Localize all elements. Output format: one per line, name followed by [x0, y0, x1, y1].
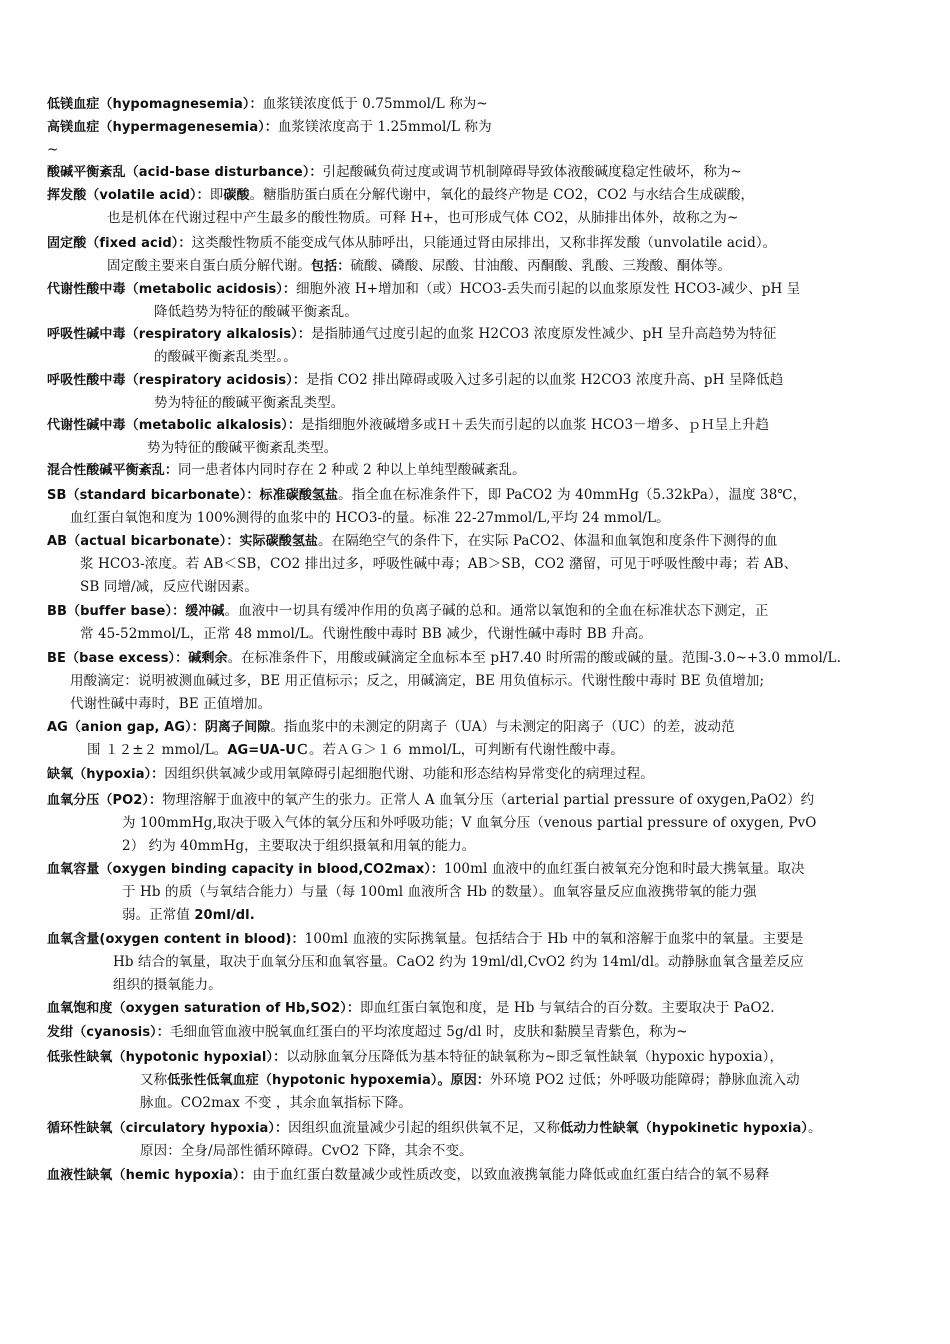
- term-label: 血氧饱和度（oxygen saturation of Hb,SO2）：: [47, 1001, 360, 1016]
- entry-continuation-line: [47, 346, 917, 369]
- entry-first-line: [47, 858, 917, 881]
- definition-text: 毛细血管血液中脱氧血红蛋白的平均浓度超过 5g/dl 时，皮肤和黏膜呈青紫色，称为~: [169, 1024, 688, 1040]
- term-label: BE（base excess）：: [47, 651, 189, 666]
- term-label: 低张性缺氧（hypotonic hypoxial）：: [47, 1050, 287, 1065]
- term-label: 高镁血症（hypermagenesemia）：: [47, 120, 278, 135]
- term-entry-oxygen-content: [47, 928, 917, 997]
- definition-text: 以动脉血氧分压降低为基本特征的缺氧称为~即乏氧性缺氧（hypoxic hypoxia），: [286, 1049, 784, 1065]
- term-entry-metabolic-alkalosis: [47, 414, 917, 460]
- entry-first-line: [47, 414, 917, 437]
- definition-text: 细胞外液 H+增加和（或）HCO3-丢失而引起的以血浆原发性 HCO3-减少、pH 呈: [296, 281, 801, 297]
- term-label: 缺氧（hypoxia）：: [47, 767, 165, 782]
- term-label: 固定酸（fixed acid）：: [47, 236, 192, 251]
- term-label: 包括：: [311, 259, 351, 274]
- entry-first-line: [47, 716, 917, 739]
- entry-first-line: [47, 600, 917, 623]
- definition-text: 常 45-52mmol/L，正常 48 mmol/L。代谢性酸中毒时 BB 减少，代谢性碱中毒时 BB 升高。: [80, 626, 652, 642]
- definition-text: 组织的摄氧能力。: [113, 977, 222, 993]
- entry-first-line: [47, 161, 917, 184]
- definition-text: 硫酸、磷酸、尿酸、甘油酸、丙酮酸、乳酸、三羧酸、酮体等。: [350, 258, 732, 274]
- definition-text: 是指肺通气过度引起的血浆 H2CO3 浓度原发性减少、pH 呈升高趋势为特征: [310, 326, 777, 342]
- term-label: 缓冲碱: [185, 604, 225, 619]
- definition-text: 这类酸性物质不能变成气体从肺呼出，只能通过肾由尿排出，又称非挥发酸（unvolatile acid）。: [191, 235, 777, 251]
- entry-first-line: [47, 484, 917, 507]
- term-entry-acid-base-disturbance: [47, 161, 917, 184]
- entry-first-line: [47, 530, 917, 553]
- term-entry-so2: [47, 997, 917, 1020]
- entry-first-line: [47, 1117, 917, 1140]
- entry-continuation-line: [47, 974, 917, 997]
- entry-first-line: [47, 278, 917, 301]
- entry-first-line: [47, 789, 917, 812]
- definition-text: 同一患者体内同时存在 2 种或 2 种以上单纯型酸碱紊乱。: [178, 462, 526, 478]
- definition-text: 为 100mmHg,取决于吸入气体的氧分压和外呼吸功能；V 血氧分压（venous partial pressure of oxygen, PvO: [122, 815, 817, 831]
- term-entry-po2: [47, 789, 917, 858]
- term-label: 呼吸性碱中毒（respiratory alkalosis）：: [47, 327, 311, 342]
- entry-continuation-line: [47, 670, 917, 693]
- term-label: 低动力性缺氧（hypokinetic hypoxia）: [560, 1121, 808, 1136]
- entry-continuation-line: [47, 437, 917, 460]
- entry-continuation-line: [47, 553, 917, 576]
- entry-continuation-line: [47, 255, 917, 278]
- term-label: 低张性低氧血症（hypotonic hypoxemia）。原因：: [167, 1073, 490, 1088]
- entry-continuation-line: [47, 139, 917, 162]
- definition-text: 。血液中一切具有缓冲作用的负离子碱的总和。通常以氧饱和的全血在标准状态下测定，正: [224, 603, 769, 619]
- term-entry-hypotonic-hypoxia: [47, 1046, 917, 1115]
- definition-text: ~: [47, 142, 59, 158]
- term-label: SB（standard bicarbonate）：: [47, 488, 260, 503]
- entry-first-line: [47, 93, 917, 116]
- term-entry-metabolic-acidosis: [47, 278, 917, 324]
- entry-continuation-line: [47, 951, 917, 974]
- entry-first-line: [47, 1164, 917, 1187]
- definition-text: 也是机体在代谢过程中产生最多的酸性物质。可释 H+，也可形成气体 CO2，从肺排出体外，故称之为~: [107, 210, 739, 226]
- definition-text: 因组织供氧减少或用氧障碍引起细胞代谢、功能和形态结构异常变化的病理过程。: [164, 766, 654, 782]
- definition-text: 原因：全身/局部性循环障碍。CvO2 下降，其余不变。: [140, 1143, 473, 1159]
- term-entry-respiratory-alkalosis: [47, 323, 917, 369]
- entry-first-line: [47, 232, 917, 255]
- term-label: 混合性酸碱平衡紊乱：: [47, 463, 179, 478]
- term-label: 血氧分压（PO2）：: [47, 793, 163, 808]
- definition-text: 外环境 PO2 过低；外呼吸功能障碍；静脉血流入动: [489, 1072, 800, 1088]
- term-label: 阴离子间隙: [204, 720, 271, 735]
- definition-text: 。糖脂肪蛋白质在分解代谢中，氧化的最终产物是 CO2，CO2 与水结合生成碳酸，: [249, 187, 755, 203]
- term-label: 20ml/dl.: [194, 908, 255, 923]
- definition-text: 因组织血流量减少引起的组织供氧不足，又称: [288, 1120, 561, 1136]
- entry-first-line: [47, 647, 917, 670]
- definition-text: 引起酸碱负荷过度或调节机制障碍导致体液酸碱度稳定性破坏，称为~: [322, 164, 742, 180]
- entry-first-line: [47, 1046, 917, 1069]
- term-label: 发绀（cyanosis）：: [47, 1025, 170, 1040]
- definition-text: 代谢性碱中毒时，BE 正值增加。: [70, 696, 272, 712]
- term-label: 代谢性碱中毒（metabolic alkalosis）：: [47, 418, 301, 433]
- entry-first-line: [47, 323, 917, 346]
- term-entry-co2max: [47, 858, 917, 927]
- definition-text: 2） 约为 40mmHg，主要取决于组织摄氧和用氧的能力。: [122, 838, 476, 854]
- definition-text: Hb 结合的氧量，取决于血氧分压和血氧容量。CaO2 约为 19ml/dl,CvO2 约为 14ml/dl。动静脉血氧含量差反应: [113, 954, 804, 970]
- term-label: BB（buffer base）：: [47, 604, 186, 619]
- term-entry-cyanosis: [47, 1021, 917, 1044]
- entry-continuation-line: [47, 576, 917, 599]
- term-entry-respiratory-acidosis: [47, 369, 917, 415]
- definition-text: 脉血。CO2max 不变 ，其余血氧指标下降。: [140, 1095, 412, 1111]
- term-entry-ab: [47, 530, 917, 599]
- term-entry-hypermagenesemia: [47, 116, 917, 162]
- term-entry-ag: [47, 716, 917, 762]
- definition-text: 即血红蛋白氧饱和度，是 Hb 与氧结合的百分数。主要取决于 PaO2.: [359, 1000, 775, 1016]
- definition-text: 降低趋势为特征的酸碱平衡紊乱。: [154, 304, 358, 320]
- definition-text: 又称: [140, 1072, 168, 1088]
- term-label: AB（actual bicarbonate）：: [47, 534, 240, 549]
- definition-text: 血浆镁浓度低于 0.75mmol/L 称为~: [262, 96, 488, 112]
- term-label: 碱剩余: [188, 651, 228, 666]
- entry-first-line: [47, 369, 917, 392]
- definition-text: 。指血浆中的未测定的阴离子（UA）与未测定的阳离子（UC）的差，波动范: [270, 719, 735, 735]
- term-entry-hypoxia: [47, 763, 917, 786]
- definition-text: 。: [807, 1120, 822, 1136]
- entry-continuation-line: [47, 904, 917, 927]
- definition-text: 是指细胞外液碱增多或Ｈ＋丢失而引起的以血浆 HCO3－增多、ｐＨ呈上升趋: [301, 417, 770, 433]
- term-entry-hypomagnesemia: [47, 93, 917, 116]
- definition-text: SB 同增/减，反应代谢因素。: [80, 579, 259, 595]
- definition-text: 势为特征的酸碱平衡紊乱类型。: [154, 395, 345, 411]
- definition-text: 浆 HCO3-浓度。若 AB＜SB，CO2 排出过多，呼吸性碱中毒；AB＞SB，CO2 潴留，可见于呼吸性酸中毒；若 AB、: [80, 556, 798, 572]
- definition-text: 物理溶解于血液中的氧产生的张力。正常人 A 血氧分压（arterial partial pressure of oxygen,PaO2）约: [162, 792, 815, 808]
- term-label: 代谢性酸中毒（metabolic acidosis）：: [47, 282, 297, 297]
- term-label: 循环性缺氧（circulatory hypoxia）：: [47, 1121, 289, 1136]
- term-entry-volatile-acid: [47, 184, 917, 230]
- entry-continuation-line: [47, 881, 917, 904]
- definition-text: 。指全血在标准条件下，即 PaCO2 为 40mmHg（5.32kPa），温度 38℃，: [338, 487, 807, 503]
- definition-text: 弱。正常值: [122, 907, 195, 923]
- entry-continuation-line: [47, 1092, 917, 1115]
- entry-continuation-line: [47, 835, 917, 858]
- definition-text: 于 Hb 的质（与氧结合能力）与量（每 100ml 血液所含 Hb 的数量）。血氧容量反应血液携带氧的能力强: [122, 884, 757, 900]
- definition-text: 势为特征的酸碱平衡紊乱类型。: [147, 440, 338, 456]
- term-entry-sb: [47, 484, 917, 530]
- term-entry-be: [47, 647, 917, 716]
- entry-continuation-line: [47, 1069, 917, 1092]
- entry-first-line: [47, 184, 917, 207]
- term-label: AG=UA-UＣ: [227, 743, 309, 758]
- definition-text: 围 １２±２ mmol/L。: [87, 742, 228, 758]
- term-label: 血氧含量(oxygen content in blood)：: [47, 932, 305, 947]
- entry-continuation-line: [47, 812, 917, 835]
- definition-text: 。在标准条件下，用酸或碱滴定全血标本至 pH7.40 时所需的酸或碱的量。范围-3.0~+3.0 mmol/L.: [227, 650, 841, 666]
- definition-text: 100ml 血液中的血红蛋白被氧充分饱和时最大携氧量。取决: [444, 861, 805, 877]
- term-label: 血液性缺氧（hemic hypoxia）：: [47, 1168, 253, 1183]
- entry-first-line: [47, 459, 917, 482]
- entry-first-line: [47, 928, 917, 951]
- term-label: 血氧容量（oxygen binding capacity in blood,CO2max）：: [47, 862, 445, 877]
- definition-text: 即: [209, 187, 224, 203]
- definition-text: 是指 CO2 排出障碍或吸入过多引起的以血浆 H2CO3 浓度升高、pH 呈降低趋: [305, 372, 784, 388]
- definition-text: 。若ＡＧ＞１６ mmol/L，可判断有代谢性酸中毒。: [308, 742, 624, 758]
- definition-text: 100ml 血液的实际携氧量。包括结合于 Hb 中的氧和溶解于血浆中的氧量。主要是: [304, 931, 804, 947]
- term-label: 标准碳酸氢盐: [259, 488, 339, 503]
- entry-first-line: [47, 1021, 917, 1044]
- definition-text: 固定酸主要来自蛋白质分解代谢。: [107, 258, 311, 274]
- definition-text: 血红蛋白氧饱和度为 100%测得的血浆中的 HCO3-的量。标准 22-27mmol/L,平均 24 mmol/L。: [70, 510, 670, 526]
- definition-text: 。在隔绝空气的条件下，在实际 PaCO2、体温和血氧饱和度条件下测得的血: [318, 533, 778, 549]
- entry-continuation-line: [47, 1140, 917, 1163]
- entry-first-line: [47, 116, 917, 139]
- term-label: 实际碳酸氢盐: [239, 534, 319, 549]
- term-label: 呼吸性酸中毒（respiratory acidosis）：: [47, 373, 306, 388]
- definition-text: 用酸滴定：说明被测血碱过多，BE 用正值标示；反之，用碱滴定，BE 用负值标示。代谢性酸中毒时 BE 负值增加;: [70, 673, 765, 689]
- term-label: 酸碱平衡紊乱（acid-base disturbance）：: [47, 165, 323, 180]
- entry-continuation-line: [47, 207, 917, 230]
- term-entry-fixed-acid: [47, 232, 917, 278]
- term-label: AG（anion gap, AG）：: [47, 720, 205, 735]
- term-label: 挥发酸（volatile acid）：: [47, 188, 210, 203]
- term-entry-bb: [47, 600, 917, 646]
- entry-continuation-line: [47, 739, 917, 762]
- entry-continuation-line: [47, 507, 917, 530]
- entry-continuation-line: [47, 301, 917, 324]
- definition-text: 由于血红蛋白数量减少或性质改变，以致血液携氧能力降低或血红蛋白结合的氧不易释: [252, 1167, 770, 1183]
- term-entry-circulatory-hypoxia: [47, 1117, 917, 1163]
- definition-text: 血浆镁浓度高于 1.25mmol/L 称为: [277, 119, 492, 135]
- entry-first-line: [47, 763, 917, 786]
- term-label: 碳酸: [223, 188, 250, 203]
- entry-continuation-line: [47, 693, 917, 716]
- entry-continuation-line: [47, 623, 917, 646]
- entry-continuation-line: [47, 392, 917, 415]
- entry-first-line: [47, 997, 917, 1020]
- term-label: 低镁血症（hypomagnesemia）：: [47, 97, 263, 112]
- term-entry-mixed: [47, 459, 917, 482]
- term-entry-hemic-hypoxia: [47, 1164, 917, 1187]
- definition-text: 的酸碱平衡紊乱类型。。: [154, 349, 297, 365]
